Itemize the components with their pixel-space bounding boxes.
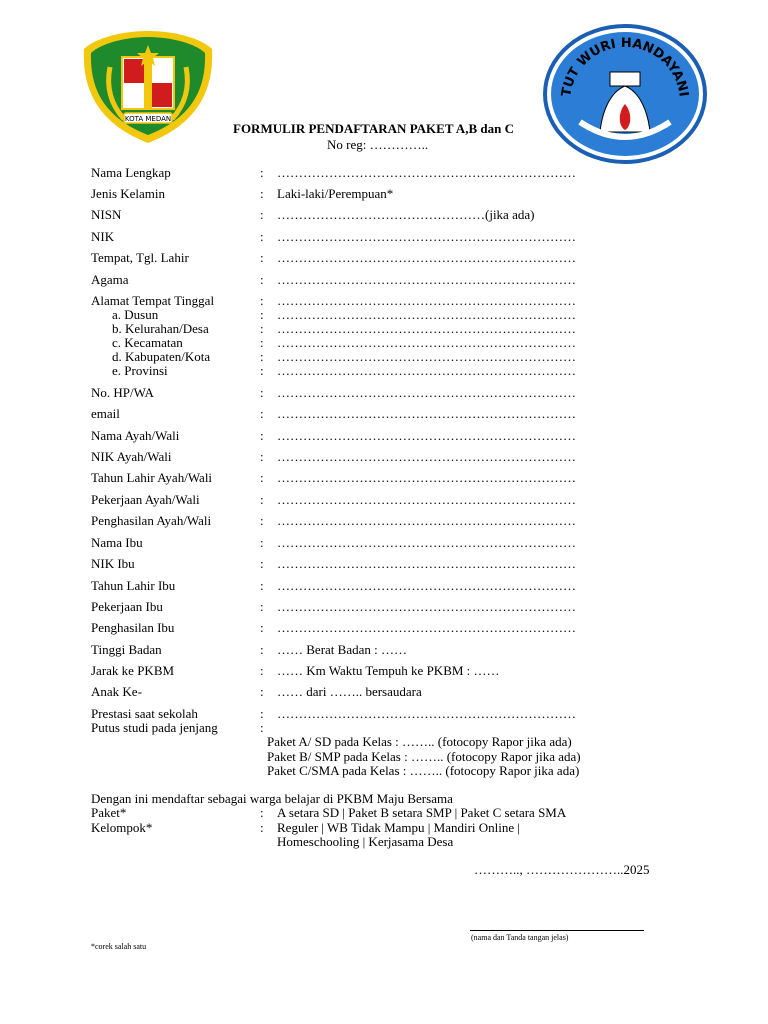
field-label: a. Dusun [112,307,159,322]
field-label: NISN [91,207,122,222]
field-colon: : [260,186,264,201]
field-value[interactable]: …………………………………………………………… [277,363,576,378]
field-colon: : [260,492,264,507]
field-value[interactable]: …………………………………………………………… [277,513,576,528]
field-value[interactable]: …………………………………………………………… [277,449,576,464]
paket-c-line: Paket C/SMA pada Kelas : …….. (fotocopy Rapor jika ada) [267,763,580,778]
field-label: Anak Ke- [91,684,142,699]
field-value[interactable]: …………………………………………………………… [277,229,576,244]
field-colon: : [260,642,264,657]
tut-wuri-handayani-logo [540,22,710,167]
field-value[interactable]: …… Berat Badan : …… [277,642,407,657]
footnote: *corek salah satu [91,942,147,951]
field-label: Nama Ibu [91,535,143,550]
paket-options[interactable]: A setara SD | Paket B setara SMP | Paket C setara SMA [277,805,567,820]
signature-line [470,930,644,931]
kelompok-colon: : [260,820,264,835]
field-value[interactable]: …………………………………………………………… [277,293,576,308]
field-label: Jarak ke PKBM [91,663,175,678]
field-label: Tinggi Badan [91,642,162,657]
field-colon: : [260,207,264,222]
field-label: e. Provinsi [112,363,168,378]
field-colon: : [260,406,264,421]
field-value[interactable]: …………………………………………………………… [277,599,576,614]
date-line[interactable]: ……….., …………………..2025 [474,862,650,877]
field-label: Jenis Kelamin [91,186,166,201]
field-colon: : [260,250,264,265]
field-colon: : [260,349,264,364]
declaration-intro: Dengan ini mendaftar sebagai warga belajar di PKBM Maju Bersama [91,791,453,806]
field-label: Pekerjaan Ayah/Wali [91,492,200,507]
field-colon: : [260,620,264,635]
form-title: FORMULIR PENDAFTARAN PAKET A,B dan C [233,121,514,136]
field-colon: : [260,470,264,485]
paket-colon: : [260,805,264,820]
field-value[interactable]: …………………………………………………………… [277,349,576,364]
field-value[interactable]: …………………………………………………………… [277,578,576,593]
field-value[interactable]: …………………………………………………………… [277,556,576,571]
field-value[interactable]: …… dari …….. bersaudara [277,684,422,699]
field-colon: : [260,165,264,180]
kelompok-label: Kelompok* [91,820,153,835]
field-value[interactable]: …………………………………………………………… [277,620,576,635]
field-value[interactable]: …………………………………………………………… [277,492,576,507]
field-value[interactable]: …………………………………………………………… [277,165,576,180]
field-colon: : [260,449,264,464]
field-label: Tahun Lahir Ibu [91,578,176,593]
field-colon: : [260,535,264,550]
field-value[interactable]: …………………………………………………………… [277,307,576,322]
field-label: Pekerjaan Ibu [91,599,163,614]
field-colon: : [260,706,264,721]
field-value[interactable]: …………………………………………………………… [277,250,576,265]
field-value[interactable]: …………………………………………………………… [277,272,576,287]
field-colon: : [260,335,264,350]
field-label: NIK Ayah/Wali [91,449,172,464]
field-label: Penghasilan Ayah/Wali [91,513,212,528]
field-value[interactable]: …………………………………………(jika ada) [277,207,535,222]
kelompok-options-1[interactable]: Reguler | WB Tidak Mampu | Mandiri Online | [277,820,521,835]
field-value[interactable]: Laki-laki/Perempuan* [277,186,394,201]
field-colon: : [260,229,264,244]
field-label: Penghasilan Ibu [91,620,175,635]
field-value[interactable]: …………………………………………………………… [277,706,576,721]
field-label: Putus studi pada jenjang [91,720,218,735]
field-label: Agama [91,272,129,287]
field-colon: : [260,513,264,528]
field-colon: : [260,307,264,322]
field-colon: : [260,321,264,336]
field-label: No. HP/WA [91,385,154,400]
kota-medan-logo [80,27,216,147]
field-colon: : [260,385,264,400]
kelompok-options-2[interactable]: Homeschooling | Kerjasama Desa [277,834,454,849]
paket-b-line: Paket B/ SMP pada Kelas : …….. (fotocopy Rapor jika ada) [267,749,581,764]
field-value[interactable]: …………………………………………………………… [277,335,576,350]
field-colon: : [260,428,264,443]
field-value[interactable]: …………………………………………………………… [277,470,576,485]
field-colon: : [260,272,264,287]
field-label: c. Kecamatan [112,335,183,350]
field-value[interactable]: …………………………………………………………… [277,385,576,400]
field-value[interactable]: …… Km Waktu Tempuh ke PKBM : …… [277,663,500,678]
field-colon: : [260,293,264,308]
logo-left-text: KOTA MEDAN [124,115,172,123]
field-colon: : [260,663,264,678]
field-colon: : [260,578,264,593]
field-label: Tahun Lahir Ayah/Wali [91,470,213,485]
registration-number: No reg: ………….. [327,137,429,152]
field-label: Nama Lengkap [91,165,171,180]
field-label: Alamat Tempat Tinggal [91,293,215,308]
field-label: NIK [91,229,115,244]
field-colon: : [260,599,264,614]
paket-a-line: Paket A/ SD pada Kelas : …….. (fotocopy Rapor jika ada) [267,734,572,749]
field-label: NIK Ibu [91,556,135,571]
field-label: Nama Ayah/Wali [91,428,180,443]
field-colon: : [260,363,264,378]
field-value[interactable]: …………………………………………………………… [277,428,576,443]
field-label: d. Kabupaten/Kota [112,349,211,364]
field-colon: : [260,684,264,699]
field-label: Tempat, Tgl. Lahir [91,250,189,265]
field-label: Prestasi saat sekolah [91,706,198,721]
logo-right-text: TUT WURI HANDAYANI [559,35,691,98]
field-label: email [91,406,120,421]
field-value[interactable]: …………………………………………………………… [277,321,576,336]
field-colon: : [260,556,264,571]
field-value[interactable]: …………………………………………………………… [277,535,576,550]
paket-label: Paket* [91,805,127,820]
field-value[interactable]: …………………………………………………………… [277,406,576,421]
signature-caption: (nama dan Tanda tangan jelas) [471,933,569,942]
field-label: b. Kelurahan/Desa [112,321,209,336]
field-colon: : [260,720,264,735]
